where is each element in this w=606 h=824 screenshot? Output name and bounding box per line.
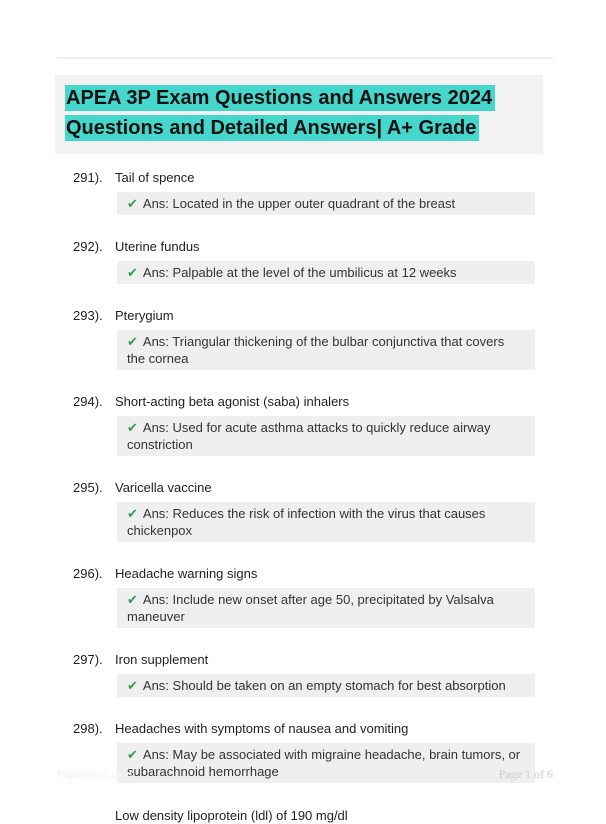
page-footer bbox=[57, 767, 553, 782]
document-title-block bbox=[55, 75, 543, 154]
question-number: 295). bbox=[73, 480, 103, 495]
check-icon: ✔ bbox=[127, 334, 138, 349]
question-text: Headache warning signs bbox=[115, 566, 258, 581]
qa-item bbox=[0, 239, 606, 284]
question-text: Tail of spence bbox=[115, 170, 195, 185]
question-text: Short-acting beta agonist (saba) inhalers bbox=[115, 394, 350, 409]
qa-item bbox=[0, 394, 606, 456]
question-number: 293). bbox=[73, 308, 103, 323]
page-number-indicator: Page 1 of 6 bbox=[498, 767, 553, 781]
question-number: 294). bbox=[73, 394, 103, 409]
answer-box bbox=[117, 330, 535, 370]
question-text: Pterygium bbox=[115, 308, 174, 323]
answer-text: Ans: Reduces the risk of infection with the virus that causes chickenpox bbox=[127, 506, 486, 538]
check-icon: ✔ bbox=[127, 678, 138, 693]
question-number: 298). bbox=[73, 721, 103, 736]
answer-box bbox=[117, 416, 535, 456]
question-number: 296). bbox=[73, 566, 103, 581]
answer-box bbox=[117, 674, 535, 697]
answer-text: Ans: Triangular thickening of the bulbar conjunctiva that covers the cornea bbox=[127, 334, 505, 366]
answer-text: Ans: Located in the upper outer quadrant of the breast bbox=[142, 196, 456, 211]
question-number: 292). bbox=[73, 239, 103, 254]
question-text: Iron supplement bbox=[115, 652, 209, 667]
page-title-continued: Questions and Detailed Answers| A+ Grade bbox=[65, 115, 479, 141]
check-icon: ✔ bbox=[127, 506, 138, 521]
qa-item bbox=[0, 308, 606, 370]
question-number: 297). bbox=[73, 652, 103, 667]
answer-text: Ans: Used for acute asthma attacks to quickly reduce airway constriction bbox=[127, 420, 491, 452]
answer-text: Ans: Should be taken on an empty stomach for best absorption bbox=[142, 678, 506, 693]
answer-text: Ans: Palpable at the level of the umbilicus at 12 weeks bbox=[142, 265, 457, 280]
question-text: Headaches with symptoms of nausea and vomiting bbox=[115, 721, 409, 736]
answer-text: Ans: May be associated with migraine headache, brain tumors, or subarachnoid hemorrhage bbox=[127, 747, 521, 779]
next-question-text: Low density lipoprotein (ldl) of 190 mg/dl bbox=[115, 808, 348, 823]
answer-box bbox=[117, 588, 535, 628]
watermark-text: PaperStoc.com bbox=[57, 769, 133, 781]
check-icon: ✔ bbox=[127, 265, 138, 280]
answer-box bbox=[117, 502, 535, 542]
question-number: 291). bbox=[73, 170, 103, 185]
qa-item bbox=[0, 480, 606, 542]
question-text: Uterine fundus bbox=[115, 239, 200, 254]
check-icon: ✔ bbox=[127, 747, 138, 762]
question-text: Varicella vaccine bbox=[115, 480, 212, 495]
qa-list bbox=[0, 170, 606, 824]
page-top-divider bbox=[57, 57, 553, 59]
title-line-1 bbox=[55, 84, 543, 114]
qa-item bbox=[0, 170, 606, 215]
check-icon: ✔ bbox=[127, 196, 138, 211]
answer-box bbox=[117, 261, 535, 284]
answer-box bbox=[117, 192, 535, 215]
qa-item bbox=[0, 652, 606, 697]
qa-item bbox=[0, 566, 606, 628]
check-icon: ✔ bbox=[127, 420, 138, 435]
title-line-2 bbox=[55, 114, 543, 144]
answer-text: Ans: Include new onset after age 50, precipitated by Valsalva maneuver bbox=[127, 592, 494, 624]
check-icon: ✔ bbox=[127, 592, 138, 607]
page-title: APEA 3P Exam Questions and Answers 2024 bbox=[65, 85, 495, 111]
